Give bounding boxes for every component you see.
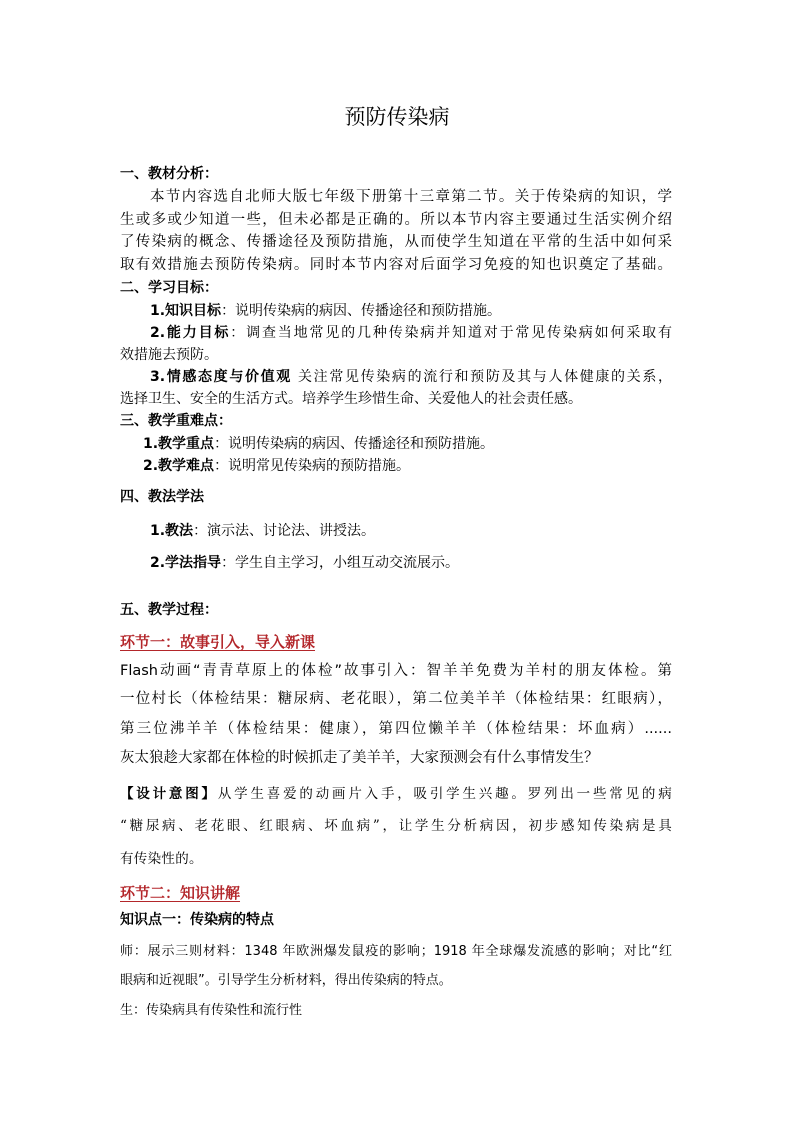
section-heading-materials: 一、教材分析： (120, 166, 218, 182)
teacher-line: 师：展示三则材料：1348 年欧洲爆发鼠疫的影响；1918 年全球爆发流感的影响；对比“红 (120, 944, 672, 959)
difficult-point: 2.教学难点：说明常见传染病的预防措施。 (143, 458, 411, 474)
story-line: 灰太狼趁大家都在体检的时候抓走了美羊羊，大家预测会有什么事情发生？ (120, 750, 599, 766)
section-heading-methods: 四、教法学法 (120, 489, 204, 505)
knowledge-point-title: 知识点一：传染病的特点 (120, 912, 274, 928)
student-line: 生：传染病具有传染性和流行性 (120, 1003, 303, 1018)
paragraph-line: 生或多或少知道一些，但未必都是正确的。所以本节内容主要通过生活实例介绍 (120, 212, 672, 228)
paragraph-line: 本节内容选自北师大版七年级下册第十三章第二节。关于传染病的知识，学 (150, 189, 672, 205)
section-heading-keypoints: 三、教学重难点： (120, 413, 232, 429)
design-intent-line: “糖尿病、老花眼、红眼病、坏血病”，让学生分析病因，初步感知传染病是具 (120, 818, 672, 834)
knowledge-goal: 1.知识目标：说明传染病的病因、传播途径和预防措施。 (150, 303, 502, 319)
emotion-goal: 3.情感态度与价值观 关注常见传染病的流行和预防及其与人体健康的关系， (150, 369, 672, 385)
design-intent-label: 【设计意图】 (120, 786, 218, 802)
section-heading-process: 五、教学过程： (120, 602, 218, 618)
paragraph-line: 了传染病的概念、传播途径及预防措施，从而使学生知道在平常的生活中如何采 (120, 234, 672, 250)
key-point: 1.教学重点：说明传染病的病因、传播途径和预防措施。 (143, 436, 495, 452)
story-line: 一位村长（体检结果：糖尿病、老花眼），第二位美羊羊（体检结果：红眼病）， (120, 691, 672, 707)
step-one-title: 环节一：故事引入，导入新课 (120, 633, 316, 651)
design-intent: 【设计意图】从学生喜爱的动画片入手，吸引学生兴趣。罗列出一些常见的病 (120, 786, 672, 802)
paragraph-line: 取有效措施去预防传染病。同时本节内容对后面学习免疫的知也识奠定了基础。 (120, 257, 672, 273)
story-line: 第三位沸羊羊（体检结果：健康），第四位懒羊羊（体检结果：坏血病）...... (120, 721, 672, 737)
ability-goal: 2.能力目标：调查当地常见的几种传染病并知道对于常见传染病如何采取有 (150, 325, 673, 341)
learning-guide: 2.学法指导：学生自主学习，小组互动交流展示。 (150, 555, 460, 571)
section-heading-goals: 二、学习目标： (120, 280, 218, 296)
teacher-line: 眼病和近视眼”。引导学生分析材料，得出传染病的特点。 (120, 973, 452, 988)
story-line: Flash动画“青青草原上的体检”故事引入：智羊羊免费为羊村的朋友体检。第 (120, 663, 672, 679)
teaching-method: 1.教法：演示法、讨论法、讲授法。 (150, 523, 376, 539)
page-title: 预防传染病 (344, 105, 450, 129)
ability-goal-cont: 效措施去预防。 (120, 347, 218, 363)
step-two-title: 环节二：知识讲解 (120, 884, 241, 902)
design-intent-line: 有传染性的。 (120, 851, 203, 867)
emotion-goal-cont: 选择卫生、安全的生活方式。培养学生珍惜生命、关爱他人的社会责任感。 (120, 391, 582, 407)
